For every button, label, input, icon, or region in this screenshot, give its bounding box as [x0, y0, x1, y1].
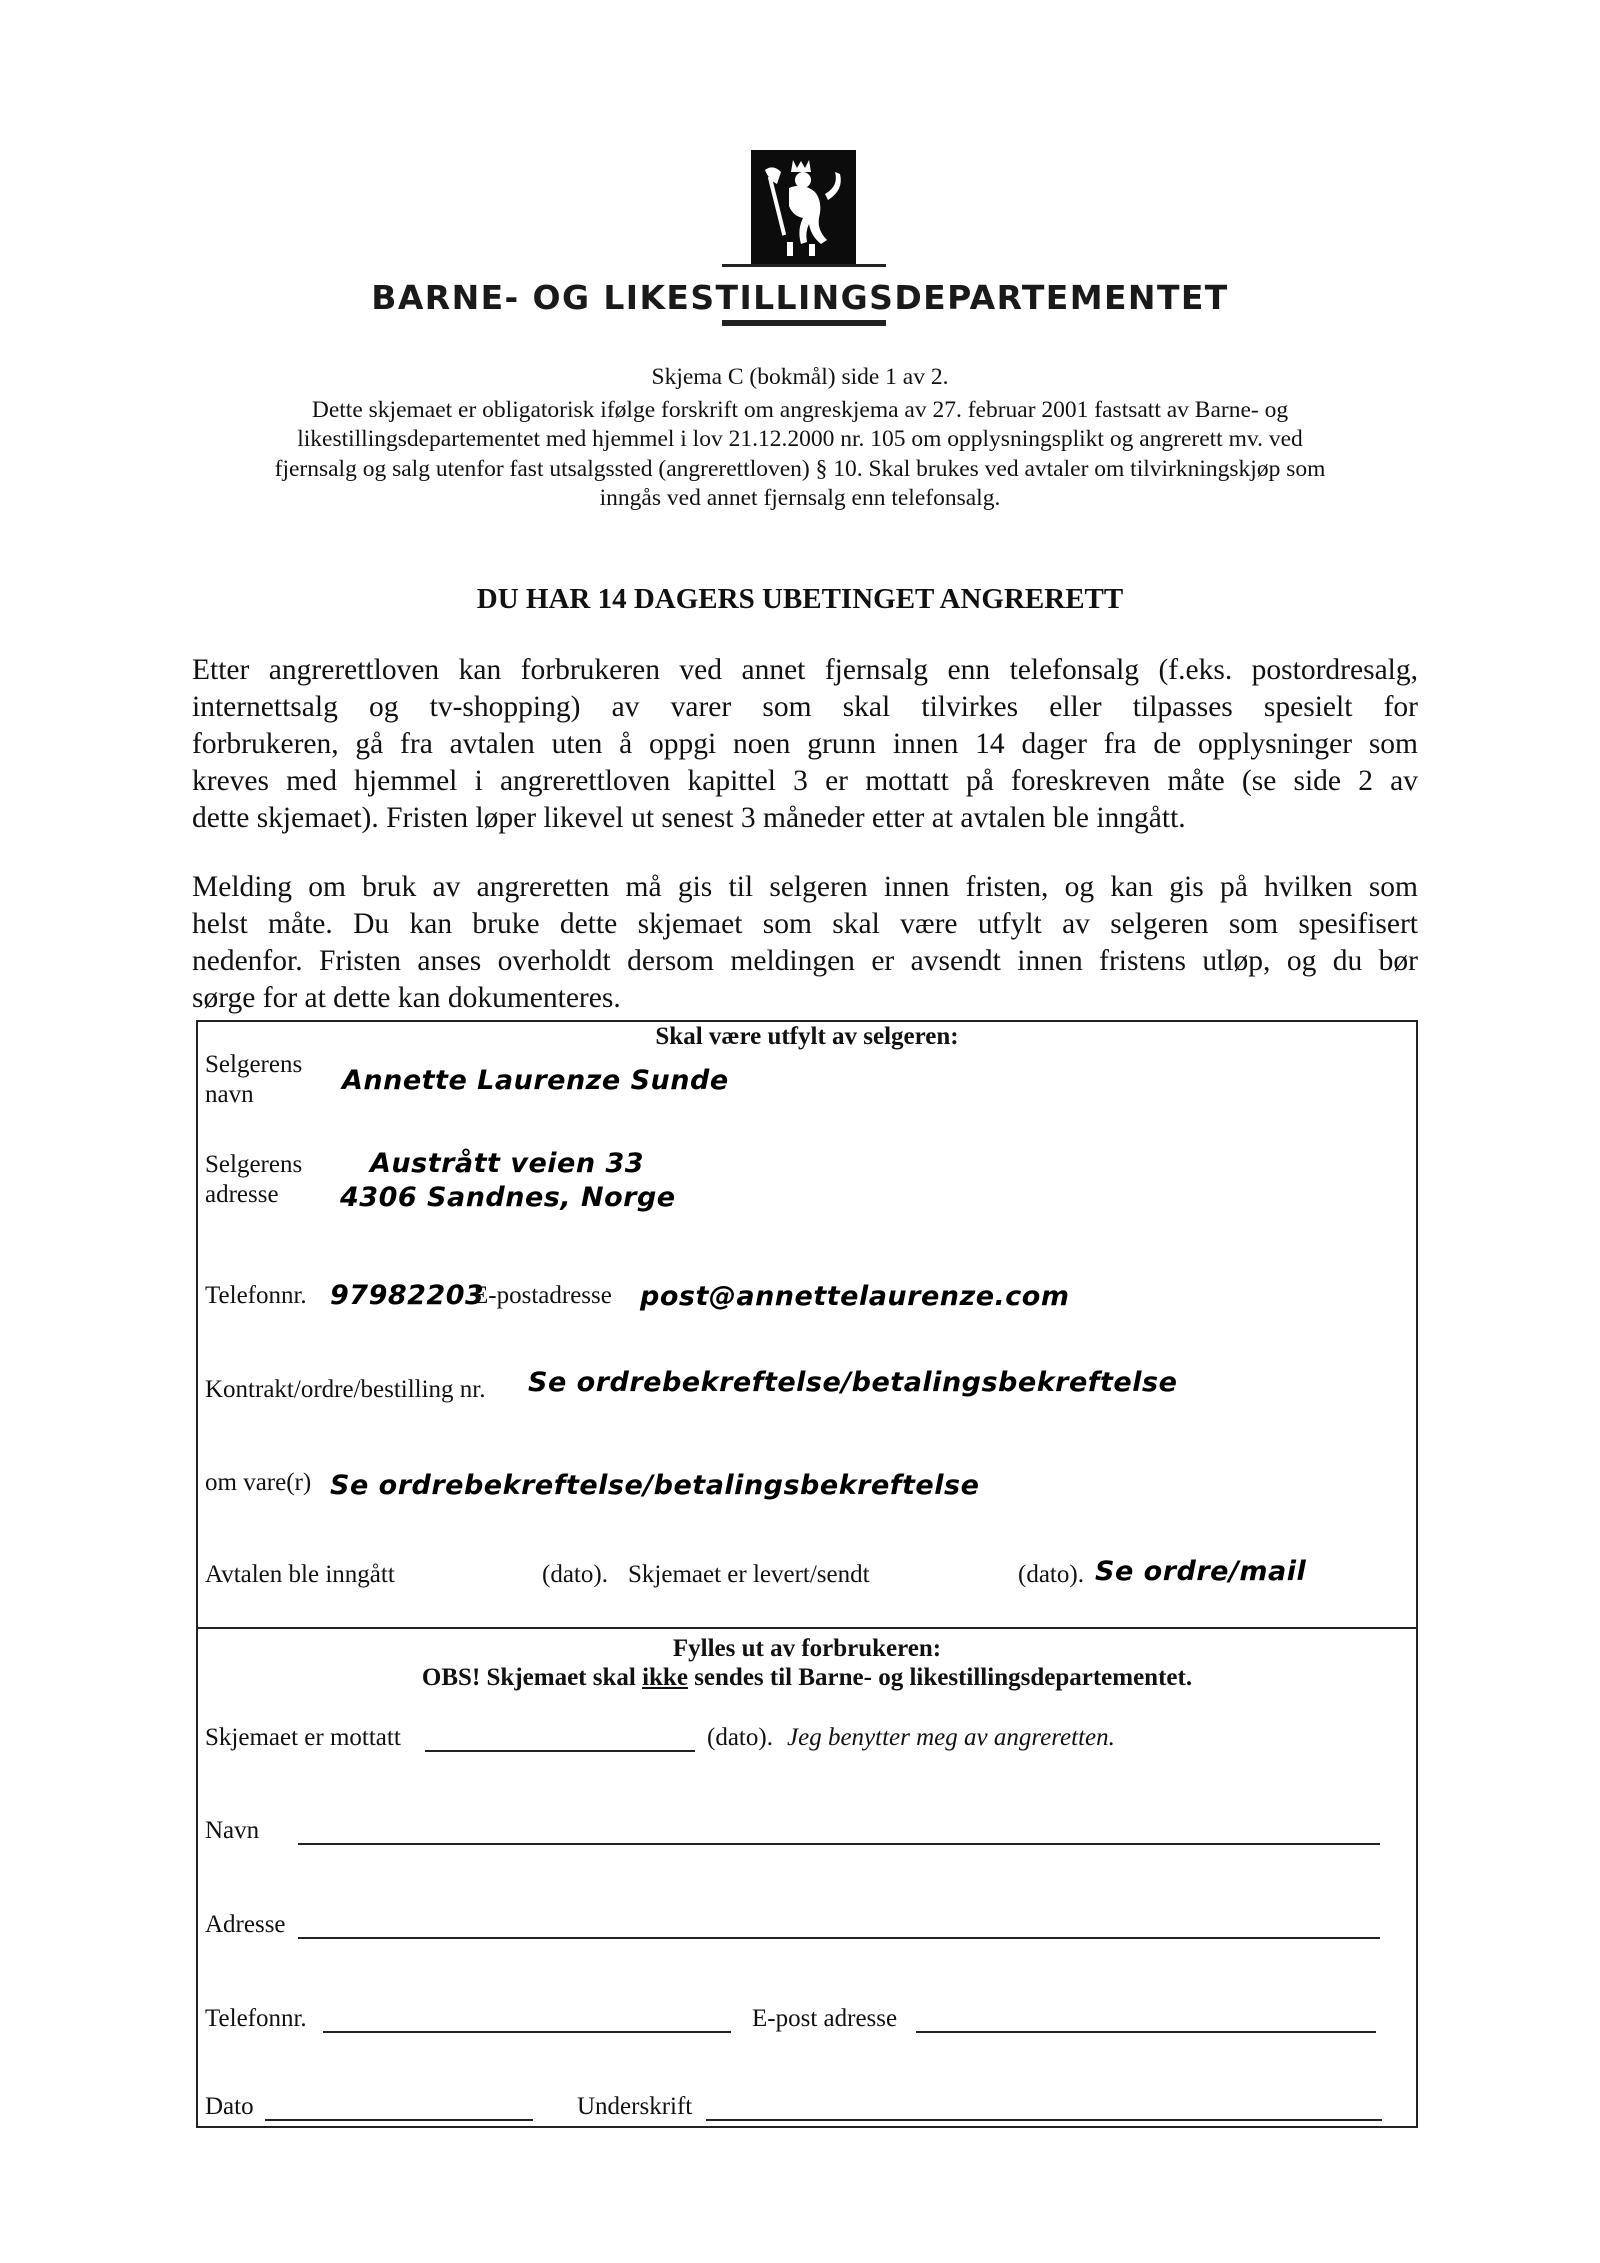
intro-line: fjernsalg og salg utenfor fast utsalgssted (angrerettloven) § 10. Skal brukes ved avtaler om tilvirkningskjøp som — [274, 456, 1326, 482]
form-section-divider — [196, 1627, 1418, 1629]
seller-address-label: Selgerens adresse — [205, 1151, 303, 1208]
consumer-address-line[interactable] — [298, 1937, 1380, 1939]
intro-line: Dette skjemaet er obligatorisk ifølge forskrift om angreskjema av 27. februar 2001 fastsatt av Barne- og — [311, 397, 1289, 423]
date-label: Dato — [205, 2093, 254, 2120]
norwegian-lion-coat-of-arms-icon — [751, 150, 856, 267]
department-name: BARNE- OG LIKESTILLINGSDEPARTEMENTET — [371, 278, 1229, 317]
contract-number-label: Kontrakt/ordre/bestilling nr. — [205, 1376, 486, 1403]
received-date-suffix: (dato). — [707, 1724, 773, 1751]
seller-name-label: Selgerens navn — [205, 1051, 303, 1108]
consumer-phone-label: Telefonnr. — [205, 2005, 307, 2032]
coat-of-arms-logo — [751, 150, 856, 267]
logo-rule-top — [722, 264, 886, 267]
contract-number-field[interactable]: Se ordrebekreftelse/betalingsbekreftelse — [528, 1367, 1178, 1398]
seller-email-field[interactable]: post@annettelaurenze.com — [640, 1281, 1070, 1312]
paragraph-line: internettsalg og tv-shopping) av varer som skal tilvirkes eller tilpasses spesielt for — [192, 691, 1418, 723]
consumer-phone-line[interactable] — [323, 2031, 731, 2033]
consumer-name-line[interactable] — [298, 1843, 1380, 1845]
seller-address-line-2-field[interactable]: 4306 Sandnes, Norge — [340, 1182, 676, 1213]
paragraph-line: Etter angrerettloven kan forbrukeren ved annet fjernsalg enn telefonsalg (f.eks. postordresalg, — [192, 654, 1418, 686]
seller-name-field[interactable]: Annette Laurenze Sunde — [342, 1065, 729, 1096]
page-title: DU HAR 14 DAGERS UBETINGET ANGRERETT — [476, 583, 1124, 615]
agreement-date-label: Avtalen ble inngått — [205, 1561, 395, 1588]
signature-label: Underskrift — [577, 2093, 693, 2120]
delivered-label: Skjemaet er levert/sendt — [628, 1561, 870, 1588]
consumer-name-label: Navn — [205, 1817, 260, 1844]
consumer-email-line[interactable] — [916, 2031, 1376, 2033]
received-date-line[interactable] — [425, 1750, 695, 1752]
seller-phone-label: Telefonnr. — [205, 1282, 307, 1309]
items-field[interactable]: Se ordrebekreftelse/betalingsbekreftelse — [330, 1470, 980, 1501]
agreement-date-suffix: (dato). — [542, 1561, 608, 1588]
consumer-section-title: Fylles ut av forbrukeren: — [672, 1635, 942, 1662]
received-label: Skjemaet er mottatt — [205, 1724, 401, 1751]
paragraph-notification — [192, 869, 1418, 1017]
intro-line: inngås ved annet fjernsalg enn telefonsalg. — [599, 485, 1001, 511]
paragraph-line: nedenfor. Fristen anses overholdt dersom meldingen er avsendt innen fristens utløp, og du bør — [192, 945, 1418, 977]
paragraph-line: sørge for at dette kan dokumenteres. — [192, 982, 621, 1014]
intro-line: likestillingsdepartementet med hjemmel i lov 21.12.2000 nr. 105 om opplysningsplikt og angrerett mv. ved — [297, 426, 1303, 452]
delivered-date-suffix: (dato). — [1018, 1561, 1084, 1588]
signature-line[interactable] — [706, 2119, 1382, 2121]
consumer-address-label: Adresse — [205, 1911, 286, 1938]
paragraph-line: Melding om bruk av angreretten må gis til selgeren innen fristen, og kan gis på hvilken som — [192, 871, 1418, 903]
paragraph-line: helst måte. Du kan bruke dette skjemaet som skal være utfylt av selgeren som spesifisert — [192, 908, 1418, 940]
obs-emphasis: ikke — [642, 1664, 688, 1691]
seller-section-title: Skal være utfylt av selgeren: — [655, 1023, 959, 1050]
date-line[interactable] — [265, 2119, 533, 2121]
consumer-email-label: E-post adresse — [752, 2005, 898, 2032]
form-page-indicator: Skjema C (bokmål) side 1 av 2. — [651, 364, 949, 390]
items-label: om vare(r) — [205, 1469, 312, 1496]
paragraph-line: kreves med hjemmel i angrerettloven kapittel 3 er mottatt på foreskreven måte (se side 2 av — [192, 765, 1418, 797]
consumer-obs-note: OBS! Skjemaet skal ikke sendes til Barne- og likestillingsdepartementet. — [421, 1664, 1193, 1691]
paragraph-line: forbrukeren, gå fra avtalen uten å oppgi noen grunn innen 14 dager fra de opplysninger som — [192, 728, 1418, 760]
received-statement: Jeg benytter meg av angreretten. — [787, 1724, 1115, 1751]
paragraph-right-of-withdrawal — [192, 652, 1418, 837]
seller-email-label: E-postadresse — [473, 1282, 612, 1309]
seller-address-line-1-field[interactable]: Austrått veien 33 — [370, 1148, 645, 1179]
logo-rule-bottom — [722, 320, 886, 326]
delivered-date-field[interactable]: Se ordre/mail — [1095, 1556, 1307, 1587]
paragraph-line: dette skjemaet). Fristen løper likevel ut senest 3 måneder etter at avtalen ble inngått. — [192, 802, 1186, 834]
seller-phone-field[interactable]: 97982203 — [330, 1280, 485, 1311]
